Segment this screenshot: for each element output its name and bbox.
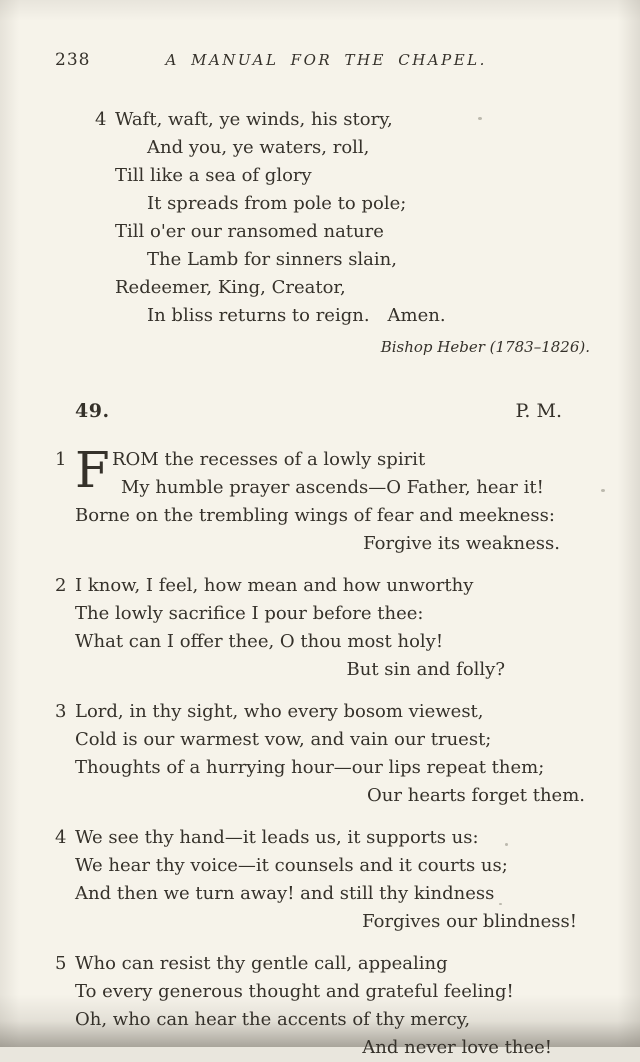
hymn-verse: [55, 441, 590, 558]
scan-speck: [499, 903, 502, 905]
scan-speck: [478, 117, 482, 120]
hymn-line: Who can resist thy gentle call, appealing: [75, 953, 448, 974]
page-header: [55, 50, 590, 70]
hymn-line: The lowly sacrifice I pour before thee:: [75, 603, 424, 624]
hymn-heading: [55, 400, 590, 422]
hymn-line: My humble prayer ascends—O Father, hear it!: [121, 477, 544, 498]
hymn-meter: P. M.: [515, 400, 562, 422]
hymn-verse: [55, 698, 590, 810]
page-number: 238: [55, 50, 91, 70]
hymn-line: Waft, waft, ye winds, his story,: [115, 109, 393, 130]
hymn-line: I know, I feel, how mean and how unworthy: [75, 575, 474, 596]
hymn-line: And never love thee!: [362, 1037, 552, 1058]
dropcap-initial: F: [75, 441, 110, 499]
hymn-line: ROM the recesses of a lowly spirit: [112, 449, 426, 470]
verse-number: 4: [95, 109, 107, 130]
hymn-line: What can I offer thee, O thou most holy!: [75, 631, 444, 652]
scan-speck: [601, 489, 605, 492]
hymn-verse: [55, 572, 590, 684]
hymn-line: Thoughts of a hurrying hour—our lips repeat them;: [75, 757, 545, 778]
verse-number: 1: [55, 449, 67, 470]
verse-number: 2: [55, 575, 67, 596]
hymn-line: Redeemer, King, Creator,: [115, 277, 346, 298]
hymn-line: We hear thy voice—it counsels and it courts us;: [75, 855, 508, 876]
hymn-verse: [55, 824, 590, 936]
hymn-verse: [55, 950, 590, 1062]
hymn-line: Till o'er our ransomed nature: [115, 221, 384, 242]
hymn-line: And you, ye waters, roll,: [147, 137, 370, 158]
hymn-line: Our hearts forget them.: [367, 785, 585, 806]
hymn-line: In bliss returns to reign. Amen.: [147, 305, 446, 326]
hymn-line: But sin and folly?: [346, 659, 505, 680]
hymn-line: Lord, in thy sight, who every bosom viewest,: [75, 701, 484, 722]
hymn-line: Oh, who can hear the accents of thy mercy,: [75, 1009, 471, 1030]
hymn-line: Forgive its weakness.: [363, 533, 560, 554]
hymn-number: 49.: [75, 400, 110, 422]
hymn-line: Forgives our blindness!: [362, 911, 577, 932]
hymn-line: And then we turn away! and still thy kindness: [75, 883, 495, 904]
hymn-line: We see thy hand—it leads us, it supports us:: [75, 827, 479, 848]
verse-number: 4: [55, 827, 67, 848]
hymn-line: It spreads from pole to pole;: [147, 193, 407, 214]
hymn-line: The Lamb for sinners slain,: [147, 249, 397, 270]
verse-number: 3: [55, 701, 67, 722]
author-attribution: Bishop Heber (1783–1826).: [380, 338, 590, 356]
scan-speck: [505, 843, 508, 846]
hymn-line: To every generous thought and grateful feeling!: [75, 981, 514, 1002]
hymn-line: Cold is our warmest vow, and vain our truest;: [75, 729, 492, 750]
running-title: A MANUAL FOR THE CHAPEL.: [165, 51, 487, 69]
previous-hymn-verse: [55, 106, 590, 330]
hymn-line: Borne on the trembling wings of fear and meekness:: [75, 505, 555, 526]
verse-number: 5: [55, 953, 67, 974]
hymn-line: Till like a sea of glory: [115, 165, 312, 186]
